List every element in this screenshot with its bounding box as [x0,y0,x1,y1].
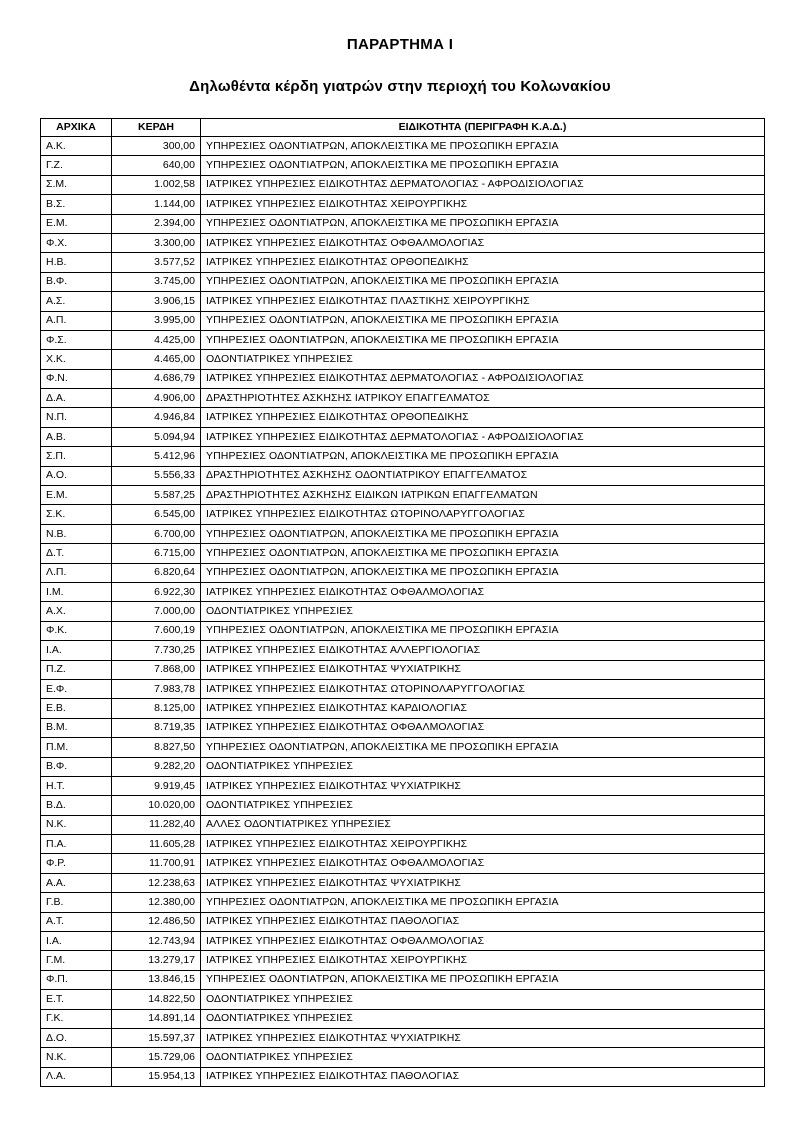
specialty-cell: ΙΑΤΡΙΚΕΣ ΥΠΗΡΕΣΙΕΣ ΕΙΔΙΚΟΤΗΤΑΣ ΨΥΧΙΑΤΡΙΚΗΣ [201,1028,765,1047]
earnings-cell: 13.279,17 [112,951,201,970]
earnings-cell: 3.577,52 [112,253,201,272]
initials-cell: Γ.Β. [41,893,112,912]
earnings-cell: 2.394,00 [112,214,201,233]
earnings-cell: 1.002,58 [112,175,201,194]
table-row [41,796,765,815]
earnings-cell: 8.827,50 [112,738,201,757]
table-row [41,272,765,291]
table-row [41,137,765,156]
earnings-cell: 12.486,50 [112,912,201,931]
initials-cell: Η.Τ. [41,776,112,795]
earnings-cell: 8.125,00 [112,699,201,718]
earnings-cell: 5.587,25 [112,486,201,505]
table-row [41,447,765,466]
table-row [41,660,765,679]
initials-cell: Ε.Μ. [41,214,112,233]
initials-cell: Ν.Κ. [41,815,112,834]
header-specialty: ΕΙΔΙΚΟΤΗΤΑ (ΠΕΡΙΓΡΑΦΗ Κ.Α.Δ.) [201,119,765,137]
specialty-cell: ΟΔΟΝΤΙΑΤΡΙΚΕΣ ΥΠΗΡΕΣΙΕΣ [201,990,765,1009]
table-row [41,214,765,233]
specialty-cell: ΥΠΗΡΕΣΙΕΣ ΟΔΟΝΤΙΑΤΡΩΝ, ΑΠΟΚΛΕΙΣΤΙΚΑ ΜΕ ΠΡΟΣΩΠΙΚΗ ΕΡΓΑΣΙΑ [201,524,765,543]
table-row [41,602,765,621]
initials-cell: Β.Φ. [41,272,112,291]
table-row [41,1048,765,1067]
table-row [41,389,765,408]
table-row [41,1009,765,1028]
table-row [41,175,765,194]
initials-cell: Φ.Π. [41,970,112,989]
table-row [41,951,765,970]
table-row [41,156,765,175]
table-row [41,932,765,951]
initials-cell: Ν.Β. [41,524,112,543]
table-row [41,718,765,737]
initials-cell: Ν.Κ. [41,1048,112,1067]
table-row [41,466,765,485]
table-header [41,119,765,137]
initials-cell: Ν.Π. [41,408,112,427]
document-title: ΠΑΡΑΡΤΗΜΑ Ι [346,36,454,53]
document-subtitle: Δηλωθέντα κέρδη γιατρών στην περιοχή του Κολωνακίου [189,78,611,95]
table-row [41,835,765,854]
initials-cell: Δ.Ο. [41,1028,112,1047]
initials-cell: Β.Φ. [41,757,112,776]
specialty-cell: ΙΑΤΡΙΚΕΣ ΥΠΗΡΕΣΙΕΣ ΕΙΔΙΚΟΤΗΤΑΣ ΟΦΘΑΛΜΟΛΟΓΙΑΣ [201,582,765,601]
table-row [41,893,765,912]
earnings-cell: 10.020,00 [112,796,201,815]
table-body [41,137,765,1087]
specialty-cell: ΥΠΗΡΕΣΙΕΣ ΟΔΟΝΤΙΑΤΡΩΝ, ΑΠΟΚΛΕΙΣΤΙΚΑ ΜΕ ΠΡΟΣΩΠΙΚΗ ΕΡΓΑΣΙΑ [201,272,765,291]
earnings-cell: 4.946,84 [112,408,201,427]
initials-cell: Φ.Σ. [41,330,112,349]
initials-cell: Π.Μ. [41,738,112,757]
initials-cell: Φ.Χ. [41,233,112,252]
initials-cell: Λ.Π. [41,563,112,582]
table-row [41,292,765,311]
initials-cell: Φ.Ρ. [41,854,112,873]
initials-cell: Α.Α. [41,873,112,892]
earnings-cell: 300,00 [112,137,201,156]
earnings-cell: 6.545,00 [112,505,201,524]
initials-cell: Ε.Φ. [41,679,112,698]
earnings-cell: 7.730,25 [112,641,201,660]
initials-cell: Α.Β. [41,427,112,446]
specialty-cell: ΙΑΤΡΙΚΕΣ ΥΠΗΡΕΣΙΕΣ ΕΙΔΙΚΟΤΗΤΑΣ ΚΑΡΔΙΟΛΟΓΙΑΣ [201,699,765,718]
earnings-cell: 7.868,00 [112,660,201,679]
specialty-cell: ΙΑΤΡΙΚΕΣ ΥΠΗΡΕΣΙΕΣ ΕΙΔΙΚΟΤΗΤΑΣ ΩΤΟΡΙΝΟΛΑΡΥΓΓΟΛΟΓΙΑΣ [201,505,765,524]
table-row [41,621,765,640]
initials-cell: Φ.Ν. [41,369,112,388]
initials-cell: Σ.Π. [41,447,112,466]
table-row [41,563,765,582]
earnings-cell: 13.846,15 [112,970,201,989]
earnings-cell: 5.094,94 [112,427,201,446]
initials-cell: Χ.Κ. [41,350,112,369]
initials-cell: Α.Χ. [41,602,112,621]
initials-cell: Η.Β. [41,253,112,272]
initials-cell: Ε.Μ. [41,486,112,505]
specialty-cell: ΥΠΗΡΕΣΙΕΣ ΟΔΟΝΤΙΑΤΡΩΝ, ΑΠΟΚΛΕΙΣΤΙΚΑ ΜΕ ΠΡΟΣΩΠΙΚΗ ΕΡΓΑΣΙΑ [201,137,765,156]
earnings-cell: 3.300,00 [112,233,201,252]
header-earnings: ΚΕΡΔΗ [112,119,201,137]
earnings-cell: 5.556,33 [112,466,201,485]
specialty-cell: ΙΑΤΡΙΚΕΣ ΥΠΗΡΕΣΙΕΣ ΕΙΔΙΚΟΤΗΤΑΣ ΟΦΘΑΛΜΟΛΟΓΙΑΣ [201,233,765,252]
specialty-cell: ΥΠΗΡΕΣΙΕΣ ΟΔΟΝΤΙΑΤΡΩΝ, ΑΠΟΚΛΕΙΣΤΙΚΑ ΜΕ ΠΡΟΣΩΠΙΚΗ ΕΡΓΑΣΙΑ [201,970,765,989]
table-row [41,738,765,757]
earnings-cell: 8.719,35 [112,718,201,737]
header-initials: ΑΡΧΙΚΑ [41,119,112,137]
specialty-cell: ΙΑΤΡΙΚΕΣ ΥΠΗΡΕΣΙΕΣ ΕΙΔΙΚΟΤΗΤΑΣ ΔΕΡΜΑΤΟΛΟΓΙΑΣ - ΑΦΡΟΔΙΣΙΟΛΟΓΙΑΣ [201,427,765,446]
specialty-cell: ΟΔΟΝΤΙΑΤΡΙΚΕΣ ΥΠΗΡΕΣΙΕΣ [201,602,765,621]
initials-cell: Γ.Κ. [41,1009,112,1028]
table-row [41,408,765,427]
table-row [41,854,765,873]
initials-cell: Α.Σ. [41,292,112,311]
specialty-cell: ΙΑΤΡΙΚΕΣ ΥΠΗΡΕΣΙΕΣ ΕΙΔΙΚΟΤΗΤΑΣ ΨΥΧΙΑΤΡΙΚΗΣ [201,660,765,679]
specialty-cell: ΙΑΤΡΙΚΕΣ ΥΠΗΡΕΣΙΕΣ ΕΙΔΙΚΟΤΗΤΑΣ ΨΥΧΙΑΤΡΙΚΗΣ [201,873,765,892]
specialty-cell: ΙΑΤΡΙΚΕΣ ΥΠΗΡΕΣΙΕΣ ΕΙΔΙΚΟΤΗΤΑΣ ΧΕΙΡΟΥΡΓΙΚΗΣ [201,835,765,854]
specialty-cell: ΙΑΤΡΙΚΕΣ ΥΠΗΡΕΣΙΕΣ ΕΙΔΙΚΟΤΗΤΑΣ ΟΡΘΟΠΕΔΙΚΗΣ [201,253,765,272]
earnings-cell: 15.729,06 [112,1048,201,1067]
specialty-cell: ΔΡΑΣΤΗΡΙΟΤΗΤΕΣ ΑΣΚΗΣΗΣ ΟΔΟΝΤΙΑΤΡΙΚΟΥ ΕΠΑΓΓΕΛΜΑΤΟΣ [201,466,765,485]
earnings-cell: 6.922,30 [112,582,201,601]
specialty-cell: ΟΔΟΝΤΙΑΤΡΙΚΕΣ ΥΠΗΡΕΣΙΕΣ [201,1009,765,1028]
earnings-cell: 6.700,00 [112,524,201,543]
initials-cell: Δ.Τ. [41,544,112,563]
initials-cell: Δ.Α. [41,389,112,408]
table-row [41,427,765,446]
initials-cell: Α.Ο. [41,466,112,485]
specialty-cell: ΑΛΛΕΣ ΟΔΟΝΤΙΑΤΡΙΚΕΣ ΥΠΗΡΕΣΙΕΣ [201,815,765,834]
table-row [41,544,765,563]
table-row [41,990,765,1009]
initials-cell: Β.Σ. [41,195,112,214]
specialty-cell: ΙΑΤΡΙΚΕΣ ΥΠΗΡΕΣΙΕΣ ΕΙΔΙΚΟΤΗΤΑΣ ΟΦΘΑΛΜΟΛΟΓΙΑΣ [201,718,765,737]
earnings-cell: 11.282,40 [112,815,201,834]
table-row [41,912,765,931]
earnings-cell: 11.700,91 [112,854,201,873]
table-row [41,776,765,795]
specialty-cell: ΟΔΟΝΤΙΑΤΡΙΚΕΣ ΥΠΗΡΕΣΙΕΣ [201,796,765,815]
specialty-cell: ΙΑΤΡΙΚΕΣ ΥΠΗΡΕΣΙΕΣ ΕΙΔΙΚΟΤΗΤΑΣ ΟΦΘΑΛΜΟΛΟΓΙΑΣ [201,854,765,873]
specialty-cell: ΙΑΤΡΙΚΕΣ ΥΠΗΡΕΣΙΕΣ ΕΙΔΙΚΟΤΗΤΑΣ ΔΕΡΜΑΤΟΛΟΓΙΑΣ - ΑΦΡΟΔΙΣΙΟΛΟΓΙΑΣ [201,369,765,388]
table-row [41,873,765,892]
earnings-cell: 640,00 [112,156,201,175]
table-row [41,815,765,834]
initials-cell: Α.Κ. [41,137,112,156]
specialty-cell: ΥΠΗΡΕΣΙΕΣ ΟΔΟΝΤΙΑΤΡΩΝ, ΑΠΟΚΛΕΙΣΤΙΚΑ ΜΕ ΠΡΟΣΩΠΙΚΗ ΕΡΓΑΣΙΑ [201,330,765,349]
specialty-cell: ΥΠΗΡΕΣΙΕΣ ΟΔΟΝΤΙΑΤΡΩΝ, ΑΠΟΚΛΕΙΣΤΙΚΑ ΜΕ ΠΡΟΣΩΠΙΚΗ ΕΡΓΑΣΙΑ [201,621,765,640]
table-row [41,1067,765,1086]
earnings-cell: 12.238,63 [112,873,201,892]
initials-cell: Ι.Μ. [41,582,112,601]
table-row [41,505,765,524]
specialty-cell: ΙΑΤΡΙΚΕΣ ΥΠΗΡΕΣΙΕΣ ΕΙΔΙΚΟΤΗΤΑΣ ΠΑΘΟΛΟΓΙΑΣ [201,1067,765,1086]
earnings-cell: 3.995,00 [112,311,201,330]
earnings-cell: 9.282,20 [112,757,201,776]
table-row [41,330,765,349]
specialty-cell: ΥΠΗΡΕΣΙΕΣ ΟΔΟΝΤΙΑΤΡΩΝ, ΑΠΟΚΛΕΙΣΤΙΚΑ ΜΕ ΠΡΟΣΩΠΙΚΗ ΕΡΓΑΣΙΑ [201,214,765,233]
initials-cell: Π.Ζ. [41,660,112,679]
initials-cell: Π.Α. [41,835,112,854]
earnings-cell: 5.412,96 [112,447,201,466]
specialty-cell: ΙΑΤΡΙΚΕΣ ΥΠΗΡΕΣΙΕΣ ΕΙΔΙΚΟΤΗΤΑΣ ΟΡΘΟΠΕΔΙΚΗΣ [201,408,765,427]
specialty-cell: ΥΠΗΡΕΣΙΕΣ ΟΔΟΝΤΙΑΤΡΩΝ, ΑΠΟΚΛΕΙΣΤΙΚΑ ΜΕ ΠΡΟΣΩΠΙΚΗ ΕΡΓΑΣΙΑ [201,738,765,757]
initials-cell: Ε.Τ. [41,990,112,1009]
earnings-cell: 1.144,00 [112,195,201,214]
initials-cell: Σ.Μ. [41,175,112,194]
specialty-cell: ΙΑΤΡΙΚΕΣ ΥΠΗΡΕΣΙΕΣ ΕΙΔΙΚΟΤΗΤΑΣ ΨΥΧΙΑΤΡΙΚΗΣ [201,776,765,795]
specialty-cell: ΙΑΤΡΙΚΕΣ ΥΠΗΡΕΣΙΕΣ ΕΙΔΙΚΟΤΗΤΑΣ ΑΛΛΕΡΓΙΟΛΟΓΙΑΣ [201,641,765,660]
specialty-cell: ΟΔΟΝΤΙΑΤΡΙΚΕΣ ΥΠΗΡΕΣΙΕΣ [201,1048,765,1067]
earnings-cell: 14.891,14 [112,1009,201,1028]
table-row [41,369,765,388]
earnings-cell: 4.906,00 [112,389,201,408]
earnings-cell: 6.820,64 [112,563,201,582]
initials-cell: Ι.Α. [41,641,112,660]
earnings-cell: 4.465,00 [112,350,201,369]
specialty-cell: ΥΠΗΡΕΣΙΕΣ ΟΔΟΝΤΙΑΤΡΩΝ, ΑΠΟΚΛΕΙΣΤΙΚΑ ΜΕ ΠΡΟΣΩΠΙΚΗ ΕΡΓΑΣΙΑ [201,311,765,330]
earnings-cell: 3.745,00 [112,272,201,291]
table-row [41,311,765,330]
initials-cell: Φ.Κ. [41,621,112,640]
table-row [41,757,765,776]
specialty-cell: ΙΑΤΡΙΚΕΣ ΥΠΗΡΕΣΙΕΣ ΕΙΔΙΚΟΤΗΤΑΣ ΟΦΘΑΛΜΟΛΟΓΙΑΣ [201,932,765,951]
earnings-cell: 14.822,50 [112,990,201,1009]
earnings-cell: 4.686,79 [112,369,201,388]
table-row [41,350,765,369]
earnings-table [40,118,765,1087]
table-row [41,699,765,718]
earnings-cell: 3.906,15 [112,292,201,311]
table-row [41,524,765,543]
table-row [41,195,765,214]
table-row [41,641,765,660]
initials-cell: Ε.Β. [41,699,112,718]
specialty-cell: ΙΑΤΡΙΚΕΣ ΥΠΗΡΕΣΙΕΣ ΕΙΔΙΚΟΤΗΤΑΣ ΠΛΑΣΤΙΚΗΣ ΧΕΙΡΟΥΡΓΙΚΗΣ [201,292,765,311]
initials-cell: Α.Π. [41,311,112,330]
initials-cell: Λ.Α. [41,1067,112,1086]
specialty-cell: ΙΑΤΡΙΚΕΣ ΥΠΗΡΕΣΙΕΣ ΕΙΔΙΚΟΤΗΤΑΣ ΩΤΟΡΙΝΟΛΑΡΥΓΓΟΛΟΓΙΑΣ [201,679,765,698]
earnings-cell: 7.000,00 [112,602,201,621]
specialty-cell: ΙΑΤΡΙΚΕΣ ΥΠΗΡΕΣΙΕΣ ΕΙΔΙΚΟΤΗΤΑΣ ΔΕΡΜΑΤΟΛΟΓΙΑΣ - ΑΦΡΟΔΙΣΙΟΛΟΓΙΑΣ [201,175,765,194]
specialty-cell: ΔΡΑΣΤΗΡΙΟΤΗΤΕΣ ΑΣΚΗΣΗΣ ΕΙΔΙΚΩΝ ΙΑΤΡΙΚΩΝ ΕΠΑΓΓΕΛΜΑΤΩΝ [201,486,765,505]
specialty-cell: ΟΔΟΝΤΙΑΤΡΙΚΕΣ ΥΠΗΡΕΣΙΕΣ [201,350,765,369]
specialty-cell: ΥΠΗΡΕΣΙΕΣ ΟΔΟΝΤΙΑΤΡΩΝ, ΑΠΟΚΛΕΙΣΤΙΚΑ ΜΕ ΠΡΟΣΩΠΙΚΗ ΕΡΓΑΣΙΑ [201,544,765,563]
initials-cell: Ι.Α. [41,932,112,951]
specialty-cell: ΥΠΗΡΕΣΙΕΣ ΟΔΟΝΤΙΑΤΡΩΝ, ΑΠΟΚΛΕΙΣΤΙΚΑ ΜΕ ΠΡΟΣΩΠΙΚΗ ΕΡΓΑΣΙΑ [201,447,765,466]
earnings-cell: 7.983,78 [112,679,201,698]
specialty-cell: ΥΠΗΡΕΣΙΕΣ ΟΔΟΝΤΙΑΤΡΩΝ, ΑΠΟΚΛΕΙΣΤΙΚΑ ΜΕ ΠΡΟΣΩΠΙΚΗ ΕΡΓΑΣΙΑ [201,893,765,912]
earnings-cell: 9.919,45 [112,776,201,795]
initials-cell: Σ.Κ. [41,505,112,524]
specialty-cell: ΥΠΗΡΕΣΙΕΣ ΟΔΟΝΤΙΑΤΡΩΝ, ΑΠΟΚΛΕΙΣΤΙΚΑ ΜΕ ΠΡΟΣΩΠΙΚΗ ΕΡΓΑΣΙΑ [201,156,765,175]
initials-cell: Β.Δ. [41,796,112,815]
specialty-cell: ΥΠΗΡΕΣΙΕΣ ΟΔΟΝΤΙΑΤΡΩΝ, ΑΠΟΚΛΕΙΣΤΙΚΑ ΜΕ ΠΡΟΣΩΠΙΚΗ ΕΡΓΑΣΙΑ [201,563,765,582]
table-row [41,233,765,252]
specialty-cell: ΟΔΟΝΤΙΑΤΡΙΚΕΣ ΥΠΗΡΕΣΙΕΣ [201,757,765,776]
initials-cell: Γ.Ζ. [41,156,112,175]
earnings-cell: 15.954,13 [112,1067,201,1086]
earnings-cell: 12.380,00 [112,893,201,912]
earnings-cell: 15.597,37 [112,1028,201,1047]
earnings-cell: 6.715,00 [112,544,201,563]
initials-cell: Α.Τ. [41,912,112,931]
initials-cell: Γ.Μ. [41,951,112,970]
table-row [41,486,765,505]
specialty-cell: ΙΑΤΡΙΚΕΣ ΥΠΗΡΕΣΙΕΣ ΕΙΔΙΚΟΤΗΤΑΣ ΧΕΙΡΟΥΡΓΙΚΗΣ [201,951,765,970]
specialty-cell: ΔΡΑΣΤΗΡΙΟΤΗΤΕΣ ΑΣΚΗΣΗΣ ΙΑΤΡΙΚΟΥ ΕΠΑΓΓΕΛΜΑΤΟΣ [201,389,765,408]
specialty-cell: ΙΑΤΡΙΚΕΣ ΥΠΗΡΕΣΙΕΣ ΕΙΔΙΚΟΤΗΤΑΣ ΧΕΙΡΟΥΡΓΙΚΗΣ [201,195,765,214]
earnings-cell: 11.605,28 [112,835,201,854]
earnings-cell: 12.743,94 [112,932,201,951]
earnings-cell: 7.600,19 [112,621,201,640]
specialty-cell: ΙΑΤΡΙΚΕΣ ΥΠΗΡΕΣΙΕΣ ΕΙΔΙΚΟΤΗΤΑΣ ΠΑΘΟΛΟΓΙΑΣ [201,912,765,931]
table-row [41,582,765,601]
table-header-row [41,119,765,137]
table-row [41,1028,765,1047]
table-row [41,679,765,698]
table-row [41,253,765,272]
initials-cell: Β.Μ. [41,718,112,737]
table-row [41,970,765,989]
earnings-cell: 4.425,00 [112,330,201,349]
